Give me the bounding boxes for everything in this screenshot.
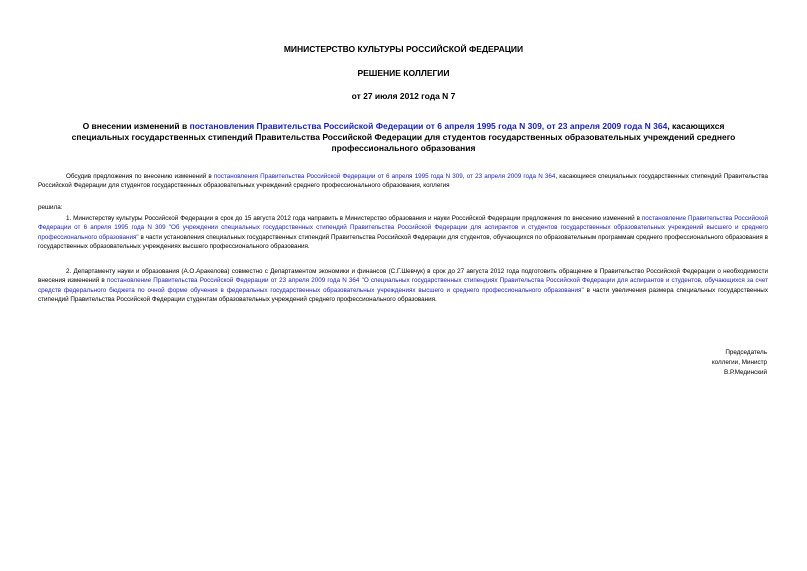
signature-position-line1: Председатель	[725, 349, 767, 356]
date-number-heading: от 27 июля 2012 года N 7	[351, 91, 456, 101]
intro-decree-309-link[interactable]: постановления Правительства Российской Федерации от 6 апреля 1995 года N 309	[213, 173, 463, 180]
item-1-paragraph	[38, 214, 768, 251]
title-suffix: , касающихся специальных государственных стипендий Правительства Российской Федерации для студентов государственных образовательных учреждений среднего профессионального образования	[71, 121, 736, 153]
document-title	[60, 121, 747, 154]
item-2-prefix: 2. Департаменту науки и образования (А.О.Аракелова) совместно с Департаментом экономики и финансов (С.Г.Шевчук) в срок до 27 августа 2012 года подготовить обращение в Правительство Российской Федерации о необходимости внесения изменений в	[38, 268, 768, 285]
item-1-decree-link[interactable]: постановление Правительства Российской Федерации от 6 апреля 1995 года N 309 "Об учреждении специальных государственных стипендий Правительства Российской Федерации для аспирантов и студентов государственных образовательных учреждений высшего и среднего профессионального образования"	[38, 215, 768, 241]
signature-block	[567, 348, 767, 377]
decided-label: решила:	[38, 204, 63, 211]
signature-name: В.Р.Мединский	[724, 368, 767, 376]
intro-paragraph	[38, 172, 768, 191]
title-decree-link[interactable]: постановления Правительства Российской Федерации от 6 апреля 1995 года N 309, от 23 апреля 2009 года N 364	[189, 121, 668, 131]
item-1-suffix: в части установления специальных государственных стипендий Правительства Российской Федерации для студентов, обучающихся по образовательным программам среднего профессионального образования в государственных образовательных учреждениях высшего профессионального образования.	[38, 233, 768, 250]
intro-between: ,	[462, 173, 467, 180]
ministry-heading: МИНИСТЕРСТВО КУЛЬТУРЫ РОССИЙСКОЙ ФЕДЕРАЦИИ	[283, 44, 524, 54]
item-1-prefix: 1. Министерству культуры Российской Федерации в срок до 15 августа 2012 года направить в Министерство образования и науки Российской Федерации предложения по внесению изменений в	[66, 215, 642, 222]
intro-decree-364-link[interactable]: от 23 апреля 2009 года N 364	[466, 173, 556, 180]
intro-prefix: Обсудив предложения по внесению изменений в	[66, 173, 214, 180]
item-2-paragraph	[38, 267, 768, 304]
doc-type-heading: РЕШЕНИЕ КОЛЛЕГИИ	[357, 68, 450, 78]
item-2-suffix: в части увеличения размера специальных государственных стипендий Правительства Российской Федерации студентам образовательных учреждений среднего профессионального образования.	[38, 286, 768, 303]
item-2-decree-link[interactable]: постановление Правительства Российской Федерации от 23 апреля 2009 года N 364 "О специальных государственных стипендиях Правительства Российской Федерации для аспирантов и студентов, обучающихся за счет средств федерального бюджета по очной форме обучения в федеральных государственных образовательных учреждениях высшего и среднего профессионального образования"	[38, 277, 768, 294]
intro-suffix: , касающиеся специальных государственных стипендий Правительства Российской Федерации для студентов государственных образовательных учреждений среднего профессионального образования, коллегия	[38, 173, 768, 190]
signature-position-line2: коллегии, Министр	[711, 358, 767, 366]
title-prefix: О внесении изменений в	[82, 121, 190, 131]
